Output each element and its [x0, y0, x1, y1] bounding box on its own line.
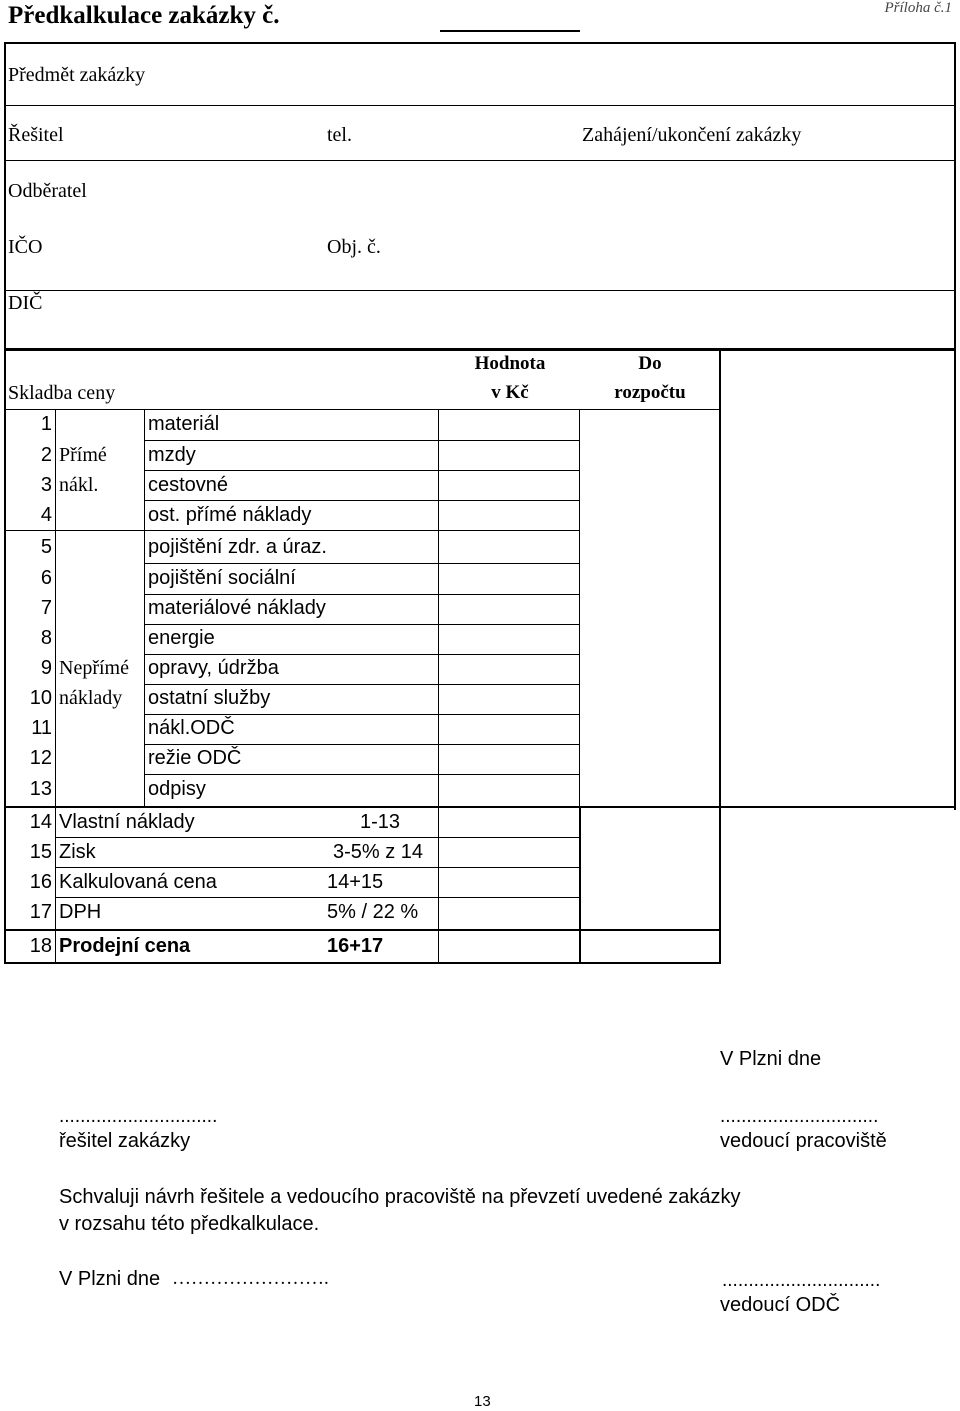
row-number: 8	[40, 627, 52, 649]
row-item: materiálové náklady	[148, 597, 326, 619]
row-item: ost. přímé náklady	[148, 504, 312, 526]
row-line	[144, 470, 580, 471]
info-divider	[4, 160, 956, 161]
date-dots: …………………….	[172, 1268, 329, 1289]
row-line	[144, 774, 580, 775]
row-line	[144, 563, 580, 564]
signature-dots-head: ..............................	[720, 1106, 879, 1127]
summary-item: Prodejní cena	[59, 935, 191, 957]
summary-number: 18	[29, 935, 52, 957]
phone-label: tel.	[327, 124, 352, 146]
row-item: pojištění zdr. a úraz.	[148, 536, 327, 558]
info-right-border	[954, 42, 956, 350]
summary-formula: 16+17	[327, 935, 384, 957]
group-direct-label-2: nákl.	[59, 474, 99, 496]
summary-formula: 5% / 22 %	[327, 901, 419, 923]
row-line	[144, 684, 580, 685]
summary-item: Vlastní náklady	[59, 811, 195, 833]
summary-number: 16	[29, 871, 52, 893]
value-col-right-summary	[579, 808, 581, 964]
row-line	[4, 929, 721, 931]
customer-label: Odběratel	[8, 180, 87, 202]
row-item: nákl.ODČ	[148, 717, 235, 739]
table-header-left: Skladba ceny	[8, 382, 116, 404]
summary-item: Zisk	[59, 841, 96, 863]
summary-formula: 1-13	[360, 811, 401, 833]
info-top-border	[4, 42, 956, 44]
dic-label: DIČ	[8, 292, 43, 314]
approval-text-line1: Schvaluji návrh řešitele a vedoucího pracoviště na převzetí uvedené zakázky	[59, 1186, 741, 1208]
info-divider	[4, 105, 956, 106]
table-right-border	[954, 348, 956, 810]
row-item: ostatní služby	[148, 687, 271, 709]
approval-text-line2: v rozsahu této předkalkulace.	[59, 1213, 320, 1235]
summary-item: Kalkulovaná cena	[59, 871, 217, 893]
group-direct-label: Přímé	[59, 444, 107, 466]
place-date-label: V Plzni dne	[720, 1048, 822, 1070]
summary-item: DPH	[59, 901, 102, 923]
place-date-label-2: V Plzni dne	[59, 1268, 161, 1290]
order-number-label: Obj. č.	[327, 236, 381, 258]
budget-col-header: Do	[638, 353, 662, 374]
odc-signature-label: vedoucí ODČ	[720, 1294, 841, 1316]
row-item: pojištění sociální	[148, 567, 296, 589]
row-number: 5	[40, 536, 52, 558]
row-line	[144, 654, 580, 655]
row-line	[144, 440, 580, 441]
row-number: 6	[40, 567, 52, 589]
num-col-divider	[55, 410, 56, 964]
summary-formula: 3-5% z 14	[333, 841, 424, 863]
group-indirect-label: Nepřímé	[59, 657, 129, 679]
row-number: 9	[40, 657, 52, 679]
appendix-label: Příloha č.1	[884, 0, 952, 16]
budget-col-right	[719, 348, 721, 964]
row-line	[4, 530, 580, 531]
solver-label: Řešitel	[8, 124, 64, 146]
head-signature-label: vedoucí pracoviště	[720, 1130, 887, 1152]
solver-signature-label: řešitel zakázky	[59, 1130, 191, 1152]
table-bottom-border	[4, 962, 721, 964]
signature-dots-odc: ..............................	[722, 1270, 881, 1291]
row-item: opravy, údržba	[148, 657, 279, 679]
row-line	[144, 744, 580, 745]
subject-label: Předmět zakázky	[8, 64, 146, 86]
row-line	[4, 409, 721, 410]
page-number: 13	[474, 1393, 491, 1410]
signature-dots-solver: ..............................	[59, 1106, 218, 1127]
group-indirect-label-2: náklady	[59, 687, 123, 709]
row-line	[144, 594, 580, 595]
summary-number: 15	[29, 841, 52, 863]
value-col-header-unit: v Kč	[491, 382, 529, 403]
row-item: odpisy	[148, 778, 206, 800]
summary-number: 14	[29, 811, 52, 833]
info-left-border	[4, 42, 6, 350]
summary-top-line	[4, 806, 956, 808]
row-number: 1	[40, 413, 52, 435]
row-number: 3	[40, 474, 52, 496]
row-item: mzdy	[148, 444, 196, 466]
start-end-label: Zahájení/ukončení zakázky	[582, 124, 802, 146]
page-title: Předkalkulace zakázky č.	[8, 2, 280, 29]
row-line	[55, 837, 580, 838]
table-top-border	[4, 348, 956, 351]
row-number: 12	[29, 747, 52, 769]
row-number: 13	[29, 778, 52, 800]
row-item: režie ODČ	[148, 747, 242, 769]
budget-col-header-2: rozpočtu	[614, 382, 686, 403]
row-line	[144, 624, 580, 625]
row-line	[144, 714, 580, 715]
ico-label: IČO	[8, 236, 43, 258]
row-number: 4	[40, 504, 52, 526]
row-item: cestovné	[148, 474, 229, 496]
row-number: 7	[40, 597, 52, 619]
row-item: materiál	[148, 413, 220, 435]
row-line	[55, 897, 580, 898]
row-item: energie	[148, 627, 215, 649]
row-number: 11	[31, 717, 52, 739]
row-line	[144, 500, 580, 501]
row-number: 2	[40, 444, 52, 466]
row-line	[55, 867, 580, 868]
contract-number-line	[440, 30, 580, 32]
row-number: 10	[29, 687, 52, 709]
summary-formula: 14+15	[327, 871, 384, 893]
value-col-header: Hodnota	[474, 353, 546, 374]
value-col-left	[438, 410, 439, 964]
summary-number: 17	[29, 901, 52, 923]
info-divider	[4, 290, 956, 291]
